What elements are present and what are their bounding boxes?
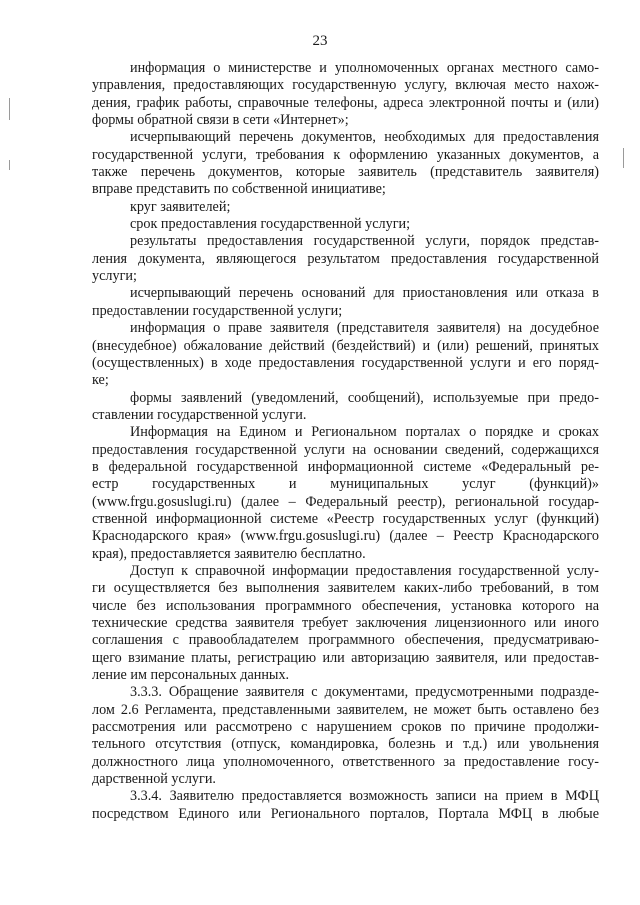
paragraph (92, 390, 599, 425)
text-line: 3.3.4. Заявителю предоставляется возможность записи на прием в МФЦ (130, 788, 599, 805)
text-line: результаты предоставления государственной услуги, порядок представ- (130, 233, 599, 250)
text-line: дарственной услуги. (92, 771, 216, 788)
text-line: щего взимание платы, регистрацию или авторизацию заявителя, или предостав- (92, 649, 599, 666)
paragraph (92, 60, 599, 129)
text-line: соглашения с правообладателем программного обеспечения, предусматриваю- (92, 632, 599, 649)
paragraph (92, 199, 599, 216)
text-line: тельного отсутствия (отпуск, командировка, болезнь и т.д.) или увольнения (92, 736, 599, 753)
text-line: информация о праве заявителя (представителя заявителя) на досудебное (130, 320, 599, 337)
scan-artifact-right (623, 148, 624, 168)
text-line: информация о министерстве и уполномоченных органах местного само- (130, 60, 599, 76)
text-line: дения, график работы, справочные телефоны, адреса электронной почты и (или) (92, 94, 599, 111)
text-line: круг заявителей; (130, 198, 231, 215)
text-line: числе без использования программного обеспечения, установка которого на (92, 597, 599, 614)
text-line: должностного лица уполномоченного, ответственного за предоставление госу- (92, 753, 599, 770)
paragraph (92, 285, 599, 320)
paragraph (92, 216, 599, 233)
text-line: государственной услуги, требования к оформлению указанных документов, а (92, 146, 599, 163)
text-line: ке; (92, 372, 109, 389)
text-line: ственной информационной системе «Реестр государственных услуг (функций) (92, 510, 599, 527)
paragraph (92, 424, 599, 563)
text-line: формы заявлений (уведомлений, сообщений), используемые при предо- (130, 389, 599, 406)
text-line: вправе представить по собственной инициативе; (92, 181, 386, 198)
text-line: естр государственных и муниципальных услуг (функций)» (92, 476, 599, 493)
paragraph (92, 684, 599, 788)
page-number: 23 (312, 33, 328, 49)
text-line: в федеральной государственной информационной системе «Федеральный ре- (92, 458, 599, 475)
text-line: края), предоставляется заявителю бесплатно. (92, 545, 366, 562)
scan-artifact-left (9, 98, 10, 120)
paragraph (92, 788, 599, 823)
text-line: лом 2.6 Регламента, представленными заявителем, не может быть оставлено без (92, 701, 599, 718)
text-line: ления документа, являющегося результатом предоставления государственной (92, 250, 599, 267)
text-line: Информация на Едином и Региональном порталах о порядке и сроках (130, 424, 599, 441)
text-line: предоставлении государственной услуги; (92, 302, 343, 319)
text-line: посредством Единого или Регионального порталов, Портала МФЦ в любые (92, 805, 599, 822)
text-line: (www.frgu.gosuslugi.ru) (далее – Федеральный реестр), региональной государ- (92, 493, 599, 510)
text-line: ление им персональных данных. (92, 667, 290, 684)
text-line: ставлении государственной услуги. (92, 406, 307, 423)
text-line: управления, предоставляющих государственную услугу, включая место нахож- (92, 77, 599, 94)
text-line: срок предоставления государственной услуги; (130, 216, 411, 233)
text-line: услуги; (92, 268, 137, 285)
paragraph (92, 563, 599, 684)
text-line: технические средства заявителя требует заключения лицензионного или иного (92, 615, 599, 631)
paragraph (92, 129, 599, 198)
text-line: рассмотрения или рассмотрено с нарушением сроков по причине продолжи- (92, 719, 599, 736)
paragraph (92, 233, 599, 285)
text-line: исчерпывающий перечень документов, необходимых для предоставления (130, 129, 599, 146)
text-line: также перечень документов, которые заявитель (представитель заявителя) (92, 164, 599, 181)
text-line: (внесудебное) обжалование действий (бездействий) и (или) решений, принятых (92, 337, 599, 354)
text-line: 3.3.3. Обращение заявителя с документами, предусмотренными подразде- (130, 684, 599, 701)
text-line: исчерпывающий перечень оснований для приостановления или отказа в (130, 285, 599, 302)
text-line: (осуществленных) в ходе предоставления государственной услуги и его поряд- (92, 354, 599, 371)
text-line: ги осуществляется без выполнения заявителем каких-либо требований, в том (92, 580, 599, 597)
paragraph (92, 320, 599, 389)
text-line: предоставления государственной услуги на основании сведений, содержащихся (92, 441, 599, 458)
text-line: Краснодарского края» (www.frgu.gosuslugi.ru) (далее – Реестр Краснодарского (92, 528, 599, 545)
text-line: Доступ к справочной информации предоставления государственной услу- (130, 562, 599, 579)
document-body (92, 60, 599, 823)
text-line: формы обратной связи в сети «Интернет»; (92, 112, 349, 129)
scan-artifact-left (9, 160, 10, 170)
